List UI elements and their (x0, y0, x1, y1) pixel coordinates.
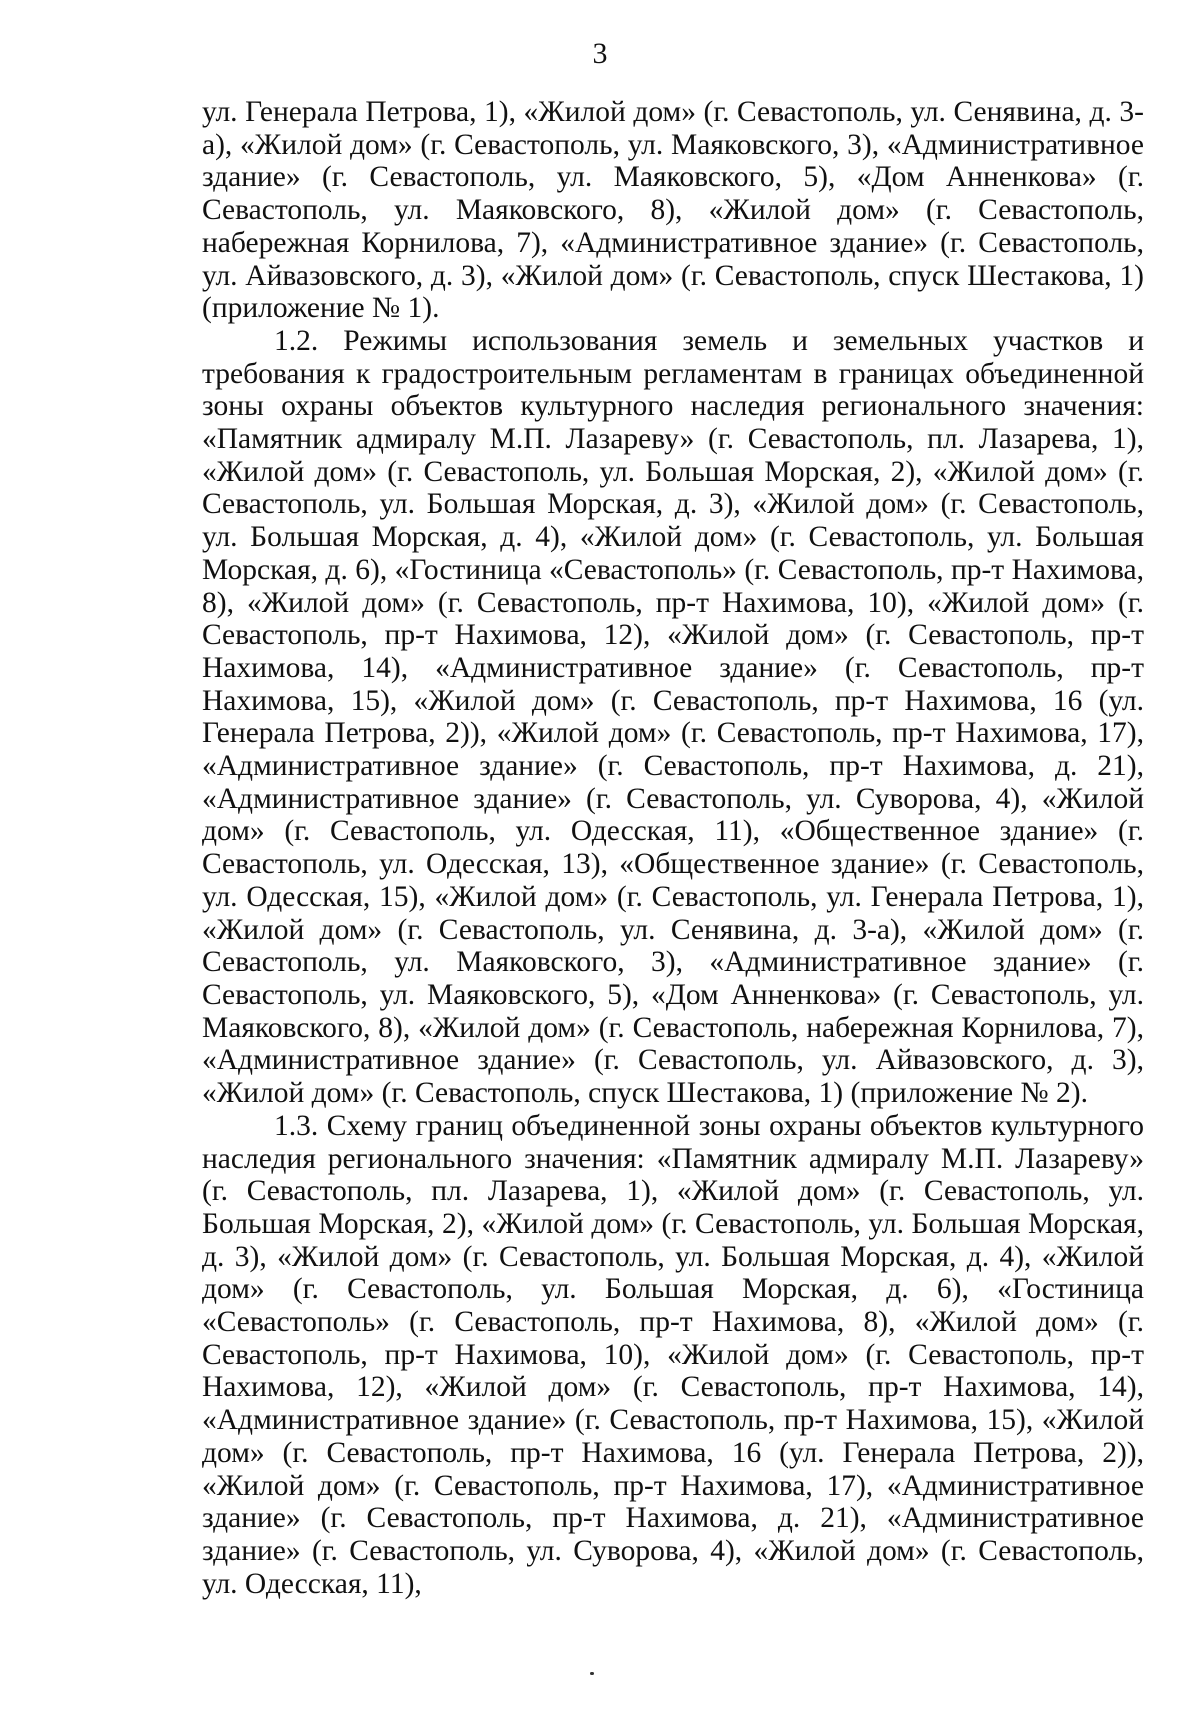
document-body (202, 96, 1144, 1600)
scan-speck (590, 1672, 594, 1675)
page-number: 3 (592, 37, 608, 70)
paragraph-1-2: 1.2. Режимы использования земель и земельных участков и требования к градостроительным регламентам в границах объединенной зоны охраны объектов культурного наследия регионального значения: «Памятник адмиралу М.П. Лазареву» (г. Севастополь, пл. Лазарева, 1), «Жилой дом» (г. Севастополь, ул. Большая Морская, 2), «Жилой дом» (г. Севастополь, ул. Большая Морская, д. 3), «Жилой дом» (г. Севастополь, ул. Большая Морская, д. 4), «Жилой дом» (г. Севастополь, ул. Большая Морская, д. 6), «Гостиница «Севастополь» (г. Севастополь, пр-т Нахимова, 8), «Жилой дом» (г. Севастополь, пр-т Нахимова, 10), «Жилой дом» (г. Севастополь, пр-т Нахимова, 12), «Жилой дом» (г. Севастополь, пр-т Нахимова, 14), «Административное здание» (г. Севастополь, пр-т Нахимова, 15), «Жилой дом» (г. Севастополь, пр-т Нахимова, 16 (ул. Генерала Петрова, 2)), «Жилой дом» (г. Севастополь, пр-т Нахимова, 17), «Административное здание» (г. Севастополь, пр-т Нахимова, д. 21), «Административное здание» (г. Севастополь, ул. Суворова, 4), «Жилой дом» (г. Севастополь, ул. Одесская, 11), «Общественное здание» (г. Севастополь, ул. Одесская, 13), «Общественное здание» (г. Севастополь, ул. Одесская, 15), «Жилой дом» (г. Севастополь, ул. Генерала Петрова, 1), «Жилой дом» (г. Севастополь, ул. Сенявина, д. 3-а), «Жилой дом» (г. Севастополь, ул. Маяковского, 3), «Административное здание» (г. Севастополь, ул. Маяковского, 5), «Дом Анненкова» (г. Севастополь, ул. Маяковского, 8), «Жилой дом» (г. Севастополь, набережная Корнилова, 7), «Административное здание» (г. Севастополь, ул. Айвазовского, д. 3), «Жилой дом» (г. Севастополь, спуск Шестакова, 1) (приложение № 2). (202, 324, 1144, 1110)
paragraph-continuation: ул. Генерала Петрова, 1), «Жилой дом» (г. Севастополь, ул. Сенявина, д. 3-а), «Жилой дом» (г. Севастополь, ул. Маяковского, 3), «Административное здание» (г. Севастополь, ул. Маяковского, 5), «Дом Анненкова» (г. Севастополь, ул. Маяковского, 8), «Жилой дом» (г. Севастополь, набережная Корнилова, 7), «Административное здание» (г. Севастополь, ул. Айвазовского, д. 3), «Жилой дом» (г. Севастополь, спуск Шестакова, 1) (приложение № 1). (202, 96, 1144, 325)
paragraph-1-3: 1.3. Схему границ объединенной зоны охраны объектов культурного наследия регионального значения: «Памятник адмиралу М.П. Лазареву» (г. Севастополь, пл. Лазарева, 1), «Жилой дом» (г. Севастополь, ул. Большая Морская, 2), «Жилой дом» (г. Севастополь, ул. Большая Морская, д. 3), «Жилой дом» (г. Севастополь, ул. Большая Морская, д. 4), «Жилой дом» (г. Севастополь, ул. Большая Морская, д. 6), «Гостиница «Севастополь» (г. Севастополь, пр-т Нахимова, 8), «Жилой дом» (г. Севастополь, пр-т Нахимова, 10), «Жилой дом» (г. Севастополь, пр-т Нахимова, 12), «Жилой дом» (г. Севастополь, пр-т Нахимова, 14), «Административное здание» (г. Севастополь, пр-т Нахимова, 15), «Жилой дом» (г. Севастополь, пр-т Нахимова, 16 (ул. Генерала Петрова, 2)), «Жилой дом» (г. Севастополь, пр-т Нахимова, 17), «Административное здание» (г. Севастополь, пр-т Нахимова, д. 21), «Административное здание» (г. Севастополь, ул. Суворова, 4), «Жилой дом» (г. Севастополь, ул. Одесская, 11), (202, 1109, 1144, 1600)
